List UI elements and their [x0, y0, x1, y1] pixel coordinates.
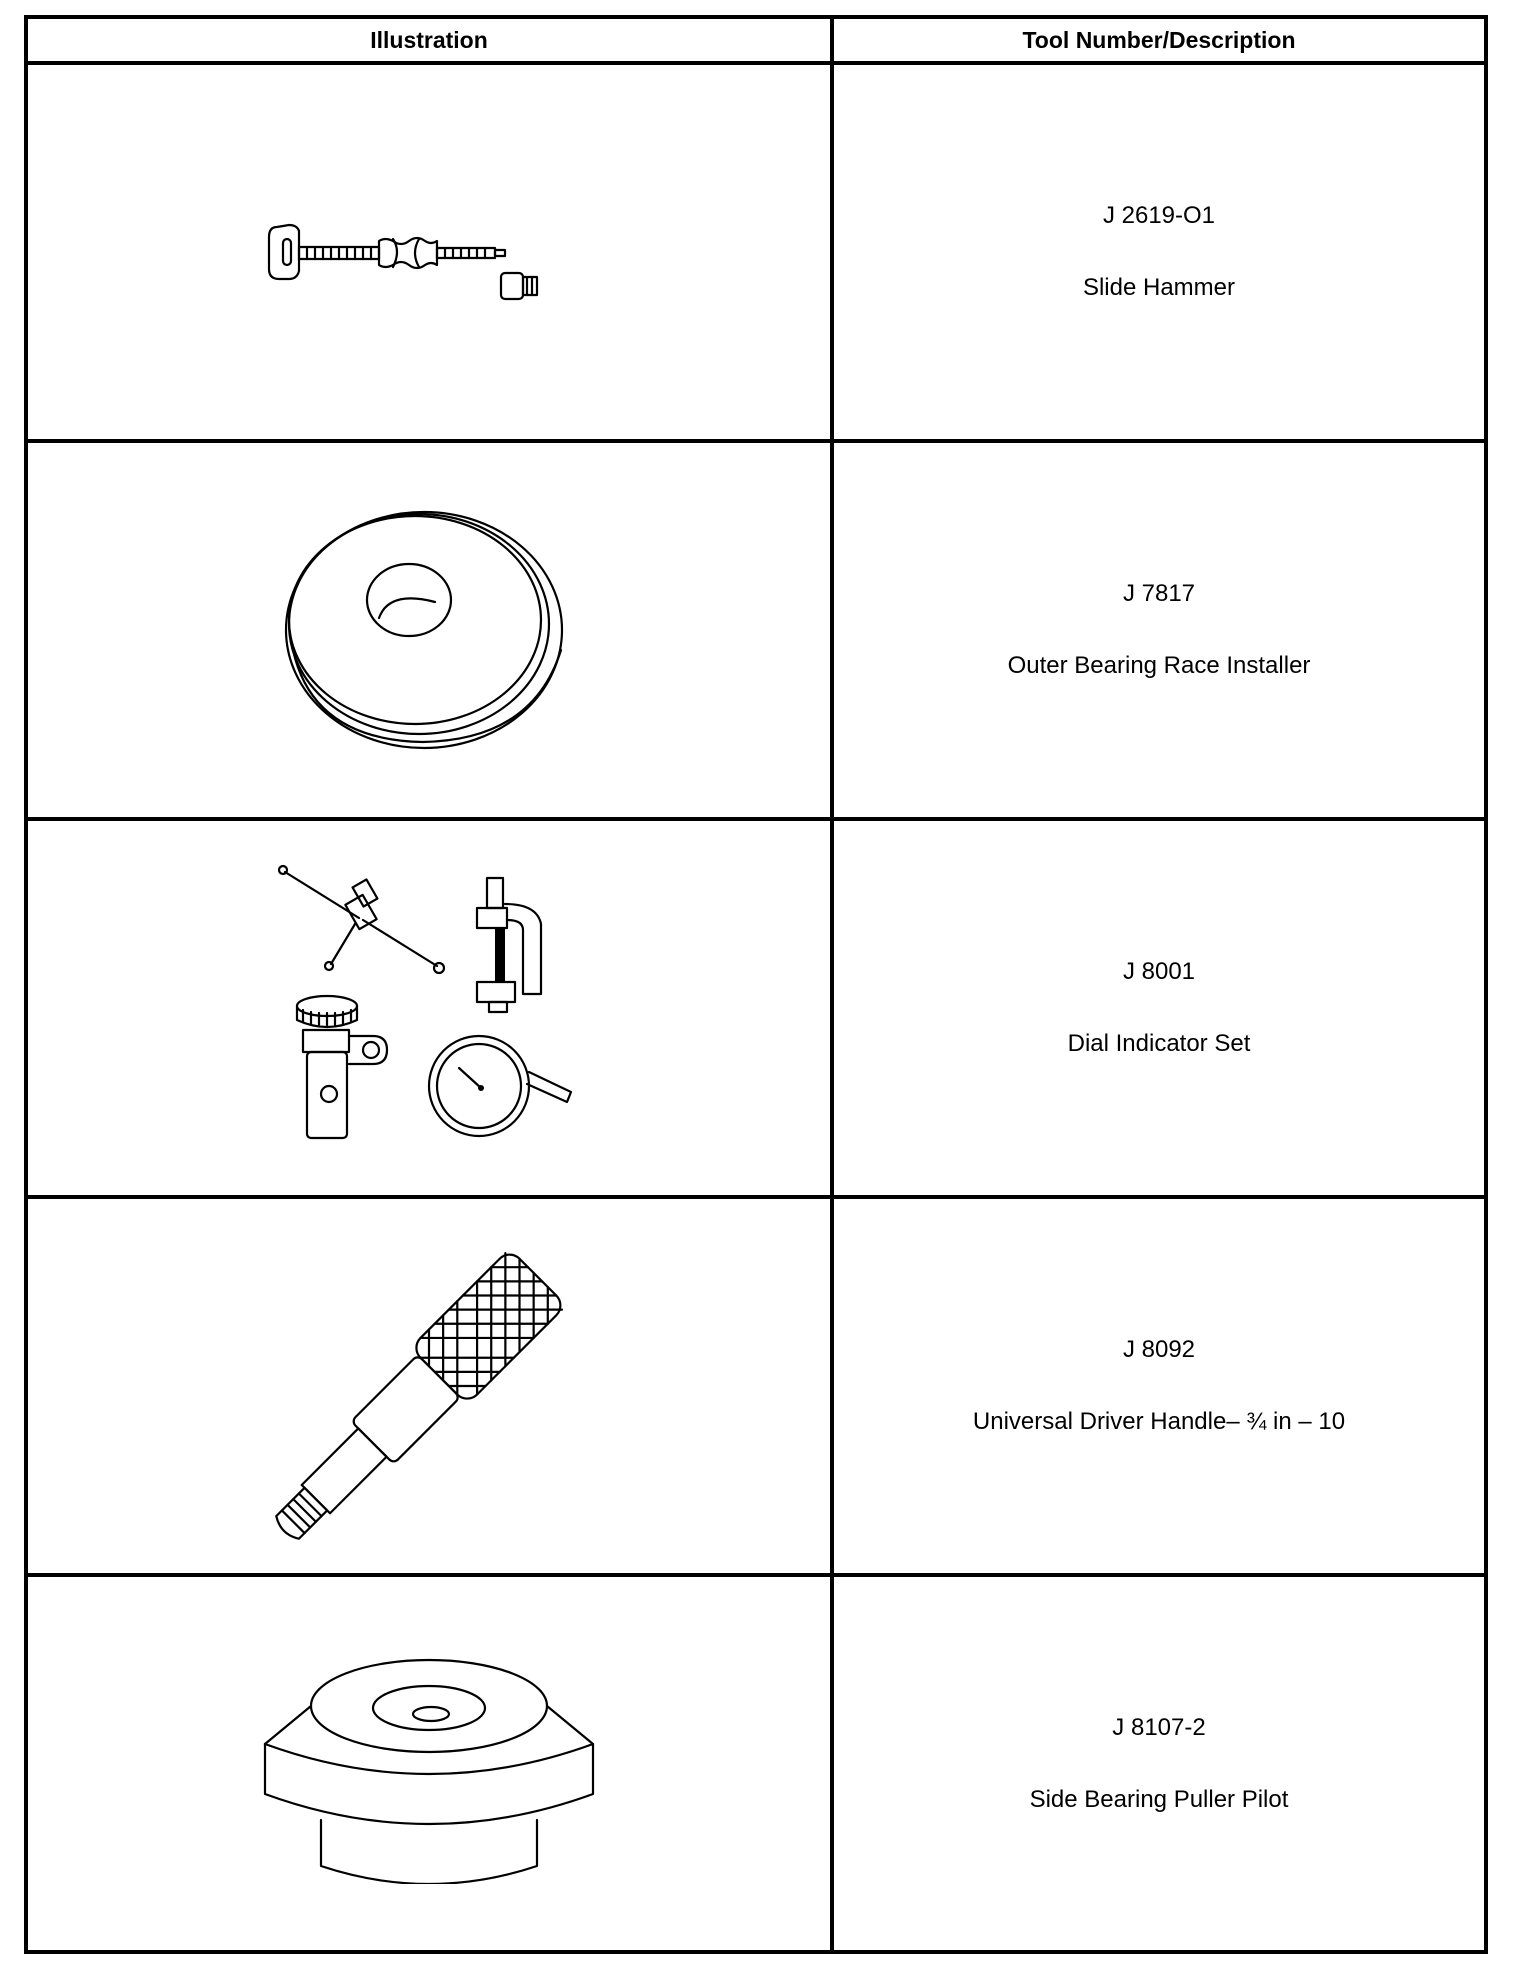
tool-description-cell [834, 1199, 1484, 1573]
illustration-cell [28, 821, 834, 1195]
tool-description-cell [834, 821, 1484, 1195]
race-installer-icon [269, 500, 589, 760]
tool-table [24, 15, 1488, 1954]
table-row [28, 821, 1484, 1199]
tool-number: J 7817 [1122, 580, 1196, 607]
tool-description: Slide Hammer [1082, 274, 1236, 301]
tool-number: J 8092 [1122, 1336, 1196, 1363]
tool-description: Side Bearing Puller Pilot [1029, 1785, 1289, 1813]
illustration-cell [28, 1577, 834, 1950]
tool-description-cell [834, 65, 1484, 439]
slide-hammer-icon [259, 197, 599, 307]
table-row [28, 1577, 1484, 1950]
header-illustration: Illustration [28, 19, 834, 61]
tool-description: Universal Driver Handle– ¾ in – 10 [972, 1408, 1346, 1435]
tool-number: J 8107-2 [1112, 1713, 1206, 1741]
tool-description: Outer Bearing Race Installer [1007, 652, 1311, 679]
illustration-cell [28, 443, 834, 817]
puller-pilot-icon [259, 1644, 599, 1884]
table-row [28, 1199, 1484, 1577]
tool-number: J 8001 [1122, 958, 1196, 985]
table-row [28, 65, 1484, 443]
driver-handle-icon [259, 1226, 599, 1546]
table-row [28, 443, 1484, 821]
tool-number: J 2619-O1 [1102, 202, 1216, 229]
tool-description-cell [834, 1577, 1484, 1950]
header-tool-description: Tool Number/Description [1022, 26, 1296, 53]
tool-description-cell [834, 443, 1484, 817]
illustration-cell [28, 65, 834, 439]
tool-description: Dial Indicator Set [1067, 1030, 1251, 1057]
illustration-cell [28, 1199, 834, 1573]
dial-indicator-set-icon [269, 858, 589, 1158]
table-header [28, 19, 1484, 65]
